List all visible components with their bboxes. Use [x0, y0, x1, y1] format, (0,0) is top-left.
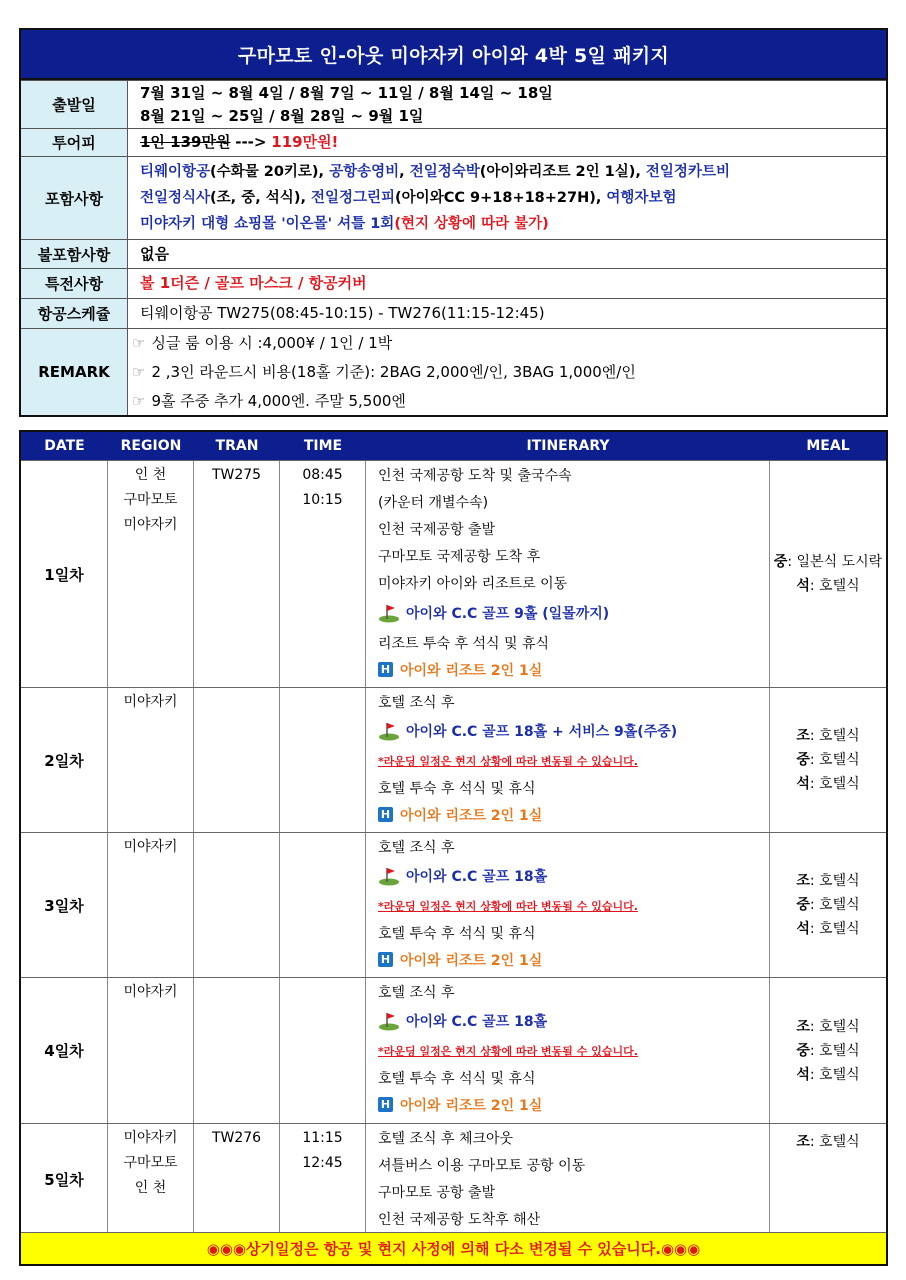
day-flight: TW275 — [194, 461, 280, 687]
day-time: 08:45 10:15 — [280, 461, 366, 687]
price-arrow: ---> — [235, 133, 267, 151]
included-label: 포함사항 — [21, 157, 128, 239]
special-value: 볼 1더즌 / 골프 마스크 / 항공커버 — [140, 274, 367, 292]
header-time: TIME — [303, 438, 343, 454]
remark-list — [128, 329, 886, 415]
day-meal: 조: 호텔식 중: 호텔식 석: 호텔식 — [796, 728, 860, 792]
day-region: 미야자키 — [108, 978, 194, 1123]
header-meal: MEAL — [806, 438, 850, 454]
package-summary-table — [19, 28, 888, 417]
golf-line: 아이와 C.C 골프 9홀 (일몰까지) — [378, 596, 769, 629]
remark-row — [21, 328, 886, 415]
day-1-row — [21, 460, 886, 687]
fee-label: 투어피 — [21, 129, 128, 156]
hotel-icon: H — [378, 807, 393, 822]
day-region: 미야자키 — [108, 688, 194, 832]
included-line-3: 미야자키 대형 쇼핑몰 '이온몰' 셔틀 1회(현지 상황에 따라 불가) — [140, 216, 549, 232]
golf-line: 아이와 C.C 골프 18홀 + 서비스 9홀(주중) — [378, 715, 769, 747]
hotel-line: H 아이와 리조트 2인 1실 — [378, 801, 769, 828]
hotel-icon: H — [378, 952, 393, 967]
day-itinerary: 호텔 조식 후 아이와 C.C 골프 18홀 + 서비스 9홀(주중) *라운딩 일정은 현지 상황에 따라 변동될 수 있습니다. 호텔 투숙 후 석식 및 휴식 H 아이와 리조트 2인 1실 — [366, 688, 770, 832]
hotel-icon: H — [378, 1097, 393, 1112]
header-tran: TRAN — [215, 438, 259, 454]
day-time — [280, 978, 366, 1123]
day-3-row — [21, 832, 886, 977]
day-region: 인 천 구마모토 미야자키 — [108, 461, 194, 687]
hotel-icon: H — [378, 662, 393, 677]
day-meal: 중: 일본식 도시락 석: 호텔식 — [773, 554, 883, 594]
remark-label: REMARK — [21, 329, 128, 415]
day-flight — [194, 978, 280, 1123]
golf-flag-icon — [378, 603, 400, 623]
remark-item: ☞ 9홀 주중 추가 4,000엔. 주말 5,500엔 — [132, 391, 406, 410]
included-value — [128, 157, 886, 239]
day-itinerary: 호텔 조식 후 아이와 C.C 골프 18홀 *라운딩 일정은 현지 상황에 따라 변동될 수 있습니다. 호텔 투숙 후 석식 및 휴식 H 아이와 리조트 2인 1실 — [366, 978, 770, 1123]
included-line-1: 티웨이항공(수화물 20키로), 공항송영비, 전일정숙박(아이와리조트 2인 1실), 전일정카트비 — [140, 164, 730, 180]
golf-flag-icon — [378, 866, 400, 886]
day-label: 2일차 — [21, 688, 108, 832]
day-time — [280, 688, 366, 832]
golf-flag-icon — [378, 1011, 400, 1031]
day-region: 미야자키 구마모토 인 천 — [108, 1124, 194, 1235]
departure-line-2: 8월 21일 ~ 25일 / 8월 28일 ~ 9월 1일 — [140, 106, 424, 125]
fee-value — [128, 129, 886, 156]
excluded-value: 없음 — [140, 244, 169, 263]
day-meal: 조: 호텔식 — [796, 1134, 860, 1150]
hotel-line: H 아이와 리조트 2인 1실 — [378, 656, 769, 683]
pointing-hand-icon: ☞ — [132, 362, 146, 381]
day-itinerary: 호텔 조식 후 체크아웃 셔틀버스 이용 구마모토 공항 이동 구마모토 공항 출발 인천 국제공항 도착후 해산 — [366, 1124, 770, 1235]
day-meal: 조: 호텔식 중: 호텔식 석: 호텔식 — [796, 1018, 860, 1083]
day-flight: TW276 — [194, 1124, 280, 1235]
day-label: 1일차 — [21, 461, 108, 687]
special-label: 특전사항 — [21, 269, 128, 298]
day-time — [280, 833, 366, 977]
flight-label: 항공스케쥴 — [21, 299, 128, 328]
included-row — [21, 156, 886, 239]
day-itinerary: 호텔 조식 후 아이와 C.C 골프 18홀 *라운딩 일정은 현지 상황에 따라 변동될 수 있습니다. 호텔 투숙 후 석식 및 휴식 H 아이와 리조트 2인 1실 — [366, 833, 770, 977]
departure-line-1: 7월 31일 ~ 8월 4일 / 8월 7일 ~ 11일 / 8월 14일 ~ 18일 — [140, 83, 553, 102]
day-itinerary: 인천 국제공항 도착 및 출국수속 (카운터 개별수속) 인천 국제공항 출발 구마모토 국제공항 도착 후 미야자키 아이와 리조트로 이동 아이와 C.C 골프 9홀 (일몰까지) 리조트 투숙 후 석식 및 휴식 H 아이와 리조트 2인 1실 — [366, 461, 770, 687]
day-4-row — [21, 977, 886, 1123]
day-label: 5일차 — [21, 1124, 108, 1235]
golf-line: 아이와 C.C 골프 18홀 — [378, 860, 769, 892]
package-title: 구마모토 인-아웃 미야자키 아이와 4박 5일 패키지 — [21, 30, 886, 80]
departure-dates — [128, 81, 886, 128]
rounding-notice: *라운딩 일정은 현지 상황에 따라 변동될 수 있습니다. — [378, 754, 638, 768]
day-label: 3일차 — [21, 833, 108, 977]
day-region: 미야자키 — [108, 833, 194, 977]
remark-item: ☞ 싱글 룸 이용 시 :4,000¥ / 1인 / 1박 — [132, 333, 393, 352]
day-2-row — [21, 687, 886, 832]
new-price: 119만원! — [271, 133, 339, 151]
flight-row — [21, 298, 886, 328]
rounding-notice: *라운딩 일정은 현지 상황에 따라 변동될 수 있습니다. — [378, 899, 638, 913]
day-flight — [194, 688, 280, 832]
included-line-2: 전일정식사(조, 중, 석식), 전일정그린피(아이와CC 9+18+18+27H), 여행자보험 — [140, 190, 677, 206]
departure-row — [21, 80, 886, 128]
itinerary-header — [21, 432, 886, 460]
itinerary-table — [19, 430, 888, 1266]
header-date: DATE — [44, 438, 85, 454]
day-time: 11:15 12:45 — [280, 1124, 366, 1235]
departure-label: 출발일 — [21, 81, 128, 128]
day-flight — [194, 833, 280, 977]
special-row — [21, 268, 886, 298]
old-price: 1인 139만원 — [140, 133, 231, 151]
golf-flag-icon — [378, 721, 400, 741]
fee-row — [21, 128, 886, 156]
header-region: REGION — [120, 438, 182, 454]
flight-value: 티웨이항공 TW275(08:45-10:15) - TW276(11:15-12:45) — [140, 304, 545, 322]
rounding-notice: *라운딩 일정은 현지 상황에 따라 변동될 수 있습니다. — [378, 1044, 638, 1058]
itinerary-footer-notice: ◉◉◉상기일정은 항공 및 현지 사정에 의해 다소 변경될 수 있습니다.◉◉◉ — [21, 1232, 886, 1264]
hotel-line: H 아이와 리조트 2인 1실 — [378, 946, 769, 973]
hotel-line: H 아이와 리조트 2인 1실 — [378, 1091, 769, 1118]
pointing-hand-icon: ☞ — [132, 333, 146, 352]
remark-item: ☞ 2 ,3인 라운드시 비용(18홀 기준): 2BAG 2,000엔/인, 3BAG 1,000엔/인 — [132, 362, 636, 381]
pointing-hand-icon: ☞ — [132, 391, 146, 410]
header-itinerary: ITINERARY — [526, 438, 610, 454]
excluded-label: 불포함사항 — [21, 240, 128, 268]
excluded-row — [21, 239, 886, 268]
day-meal: 조: 호텔식 중: 호텔식 석: 호텔식 — [796, 873, 860, 937]
day-label: 4일차 — [21, 978, 108, 1123]
golf-line: 아이와 C.C 골프 18홀 — [378, 1005, 769, 1037]
day-5-row — [21, 1123, 886, 1235]
